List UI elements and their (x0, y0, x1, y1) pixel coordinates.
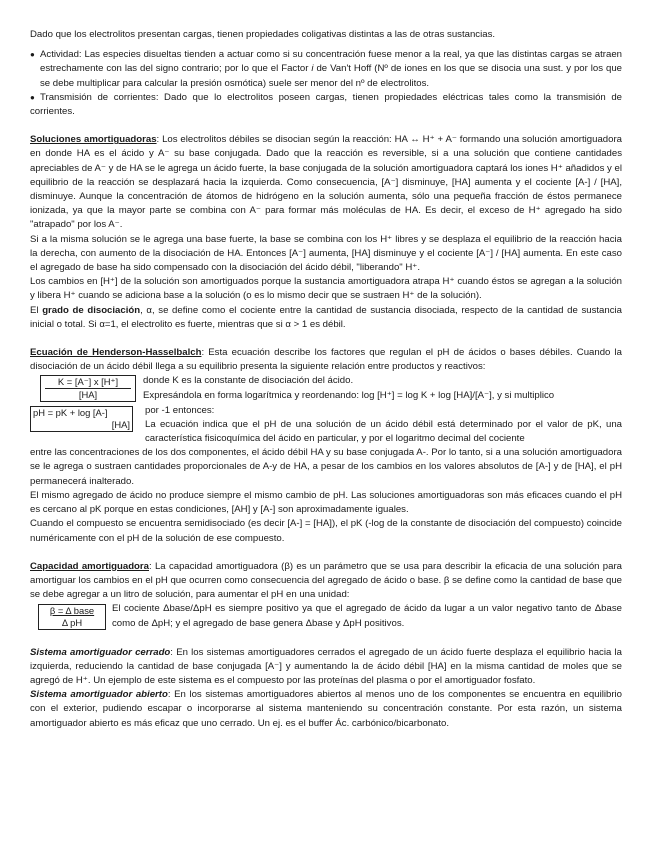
capacidad-side-text: El cociente Δbase/ΔpH es siempre positivo ya que el agregado de ácido da lugar a un valor negativo tanto de Δbase como de ΔpH; y el agregado de base genera Δbase y ΔpH positivos. (112, 603, 622, 629)
intro-paragraph: Dado que los electrolitos presentan cargas, tienen propiedades coligativas distintas a las de otras sustancias. (30, 29, 496, 40)
soluciones-p2: Si a la misma solución se le agrega una base fuerte, la base se combina con los H⁺ libres y se desplaza el equilibrio de la reacción hacia la derecha, con aumento de la disociación de HA. Entonces [A⁻] aumenta, [HA] disminuye y el cociente [A⁻] / [HA] aumenta. En este caso el agregado de base ha sido compensado con la disociación del ácido débil, "liberando" H⁺. (30, 233, 622, 274)
soluciones-p3: Los cambios en [H⁺] de la solución son amortiguados porque la sustancia amortiguadora atrapa H⁺ cuando éstos se agregan a la solución y libera H⁺ cuando se adiciona base a la solución (o es lo mismo decir que se sustraen H⁺ de la solución). (30, 276, 622, 302)
soluciones-heading: Soluciones amortiguadoras (30, 134, 157, 146)
henderson-p2: entre las concentraciones de los dos componentes, el ácido débil HA y su base conjugada A-. Por lo tanto, si a una solución amortiguadora se le agrega o sustraen cantidades proporcionales de A-y de HA, a pesar de los cambios en los valores absolutos de [A-] y de [HA], el pH permanecerá inalterado. (30, 447, 622, 487)
henderson-p3: El mismo agregado de ácido no produce siempre el mismo cambio de pH. Las soluciones amortiguadoras son más eficaces cuando el pH es cercano al pK porque en estas condiciones, [AH] y [A-] son aproximadamente iguales. (30, 489, 622, 516)
bullet-icon: ● (30, 92, 35, 102)
bullet-transmision: ● Transmisión de corrientes: Dado que lo electrolitos poseen cargas, tienen propiedades eléctricas tales como la transmisión de corrientes. (30, 91, 622, 118)
henderson-line3: por -1 entonces: (145, 404, 215, 416)
henderson-p4: Cuando el compuesto se encuentra semidisociado (es decir [A-] = [HA]), el pK (-log de la constante de disociación del compuesto) coincide numéricamente con el pH de la solución de ese compuesto. (30, 518, 622, 544)
cerrado-heading: Sistema amortiguador cerrado (30, 646, 171, 658)
soluciones-p1: Soluciones amortiguadoras: Los electrolitos débiles se disocian según la reacción: HA ↔ H⁺ + A⁻ formando una solución amortiguadora en donde HA es el ácido y A⁻ su base conjugada. Dado que la reacción es reversible, si a una solución que contiene cantidades apreciables de A⁻ y de HA se le agrega un ácido fuerte, la base conjugada de la solución amortiguadora captará los iones H⁺ añadidos y el equilibrio de la reacción se desplazará hacia la izquierda. Como consecuencia, [A⁻] disminuye, [HA] aumenta y el cociente [A-] / [HA], disminuye. Aunque la concentración de átomos de hidrógeno en la solución aumenta, sólo una pequeña fracción de éstos permanece ionizada, ya que la mayor parte se combina con A⁻ para formar más moléculas de HA. Es decir, el exceso de H⁺ agregado ha sido "atrapado" por los A⁻. (30, 134, 622, 231)
buffer-capacity-box: β = Δ base Δ pH (38, 604, 106, 630)
capacidad-formula-row (30, 602, 622, 631)
equilibrium-constant-box: $\frac{K = [A^-] x [H^+]}{[HA]}$ (40, 375, 136, 402)
bullet-icon: ● (30, 50, 35, 60)
abierto-paragraph: Sistema amortiguador abierto: En los sistemas amortiguadores abiertos al menos uno de los componentes se encuentra en equilibrio con el exterior, pudiendo escapar o incorporarse al sistema manteniendo su concentración constante. Por esta razón, un sistema amortiguador abierto es más eficaz que uno cerrado. Un ej. es el buffer Ác. carbónico/bicarbonato. (30, 689, 622, 729)
henderson-heading: Ecuación de Henderson-Hasselbalch (30, 347, 202, 359)
soluciones-p4: El grado de disociación, α, se define como el cociente entre la cantidad de sustancia disociada, respecto de la cantidad de sustancia inicial o total. Si α=1, el electrolito es fuerte, mientras que si α > 1 es débil. (30, 304, 622, 330)
document-page (30, 28, 622, 731)
henderson-formula-row-2 (30, 404, 622, 447)
henderson-equation-box: pH = pK + log [A-] [HA] (30, 406, 133, 432)
henderson-line2: Expresándola en forma logarítmica y reordenando: log [H⁺] = log K + log [HA]/[A⁻], y si multiplico (143, 389, 555, 401)
bullet-actividad: ● Actividad: Las especies disueltas tienden a actuar como si su concentración fuese menor a la real, ya que las distintas cargas se atraen estrechamente con las del signo contrario; por lo que el Factor i de Van't Hoff (Nº de iones en los que se disocia una sust. y por los que se debe multiplicar para calcular la presión osmótica) suele ser menor del nº de electrolitos. (30, 49, 622, 89)
henderson-p1: Ecuación de Henderson-Hasselbalch: Esta ecuación describe los factores que regulan el pH de ácidos o bases débiles. Cuando la disociación de un ácido débil llega a su equilibrio presenta la siguiente relación entre productos y reactivos: (30, 347, 622, 373)
cerrado-paragraph: Sistema amortiguador cerrado: En los sistemas amortiguadores cerrados el agregado de un ácido fuerte desplaza el equilibrio hacia la izquierda, reduciendo la cantidad de base conjugada [A⁻] y aumentando la de ácido débil [HA] en la misma cantidad de moles que se agregó de H⁺. Un ejemplo de este sistema es el compuesto por las proteínas del plasma o por el amortiguador fosfato. (30, 646, 623, 686)
henderson-line1: donde K es la constante de disociación del ácido. (143, 375, 354, 387)
henderson-formula-row-1 (30, 374, 622, 403)
abierto-heading: Sistema amortiguador abierto (30, 689, 168, 701)
capacidad-heading: Capacidad amortiguadora (30, 560, 149, 572)
henderson-line4: La ecuación indica que el pH de una solución de un ácido débil está determinado por el valor de pK, una característica fisicoquímica del ácido en particular, y por el logaritmo decimal del cociente (145, 418, 622, 445)
capacidad-p1: Capacidad amortiguadora: La capacidad amortiguadora (β) es un parámetro que se usa para describir la eficacia de una solución para amortiguar los cambios en el pH que ocurren como consecuencia del agregado de ácido o base. β se define como la cantidad de base que se debe agregar a un litro de solución, para aumentar el pH en una unidad: (30, 560, 622, 601)
